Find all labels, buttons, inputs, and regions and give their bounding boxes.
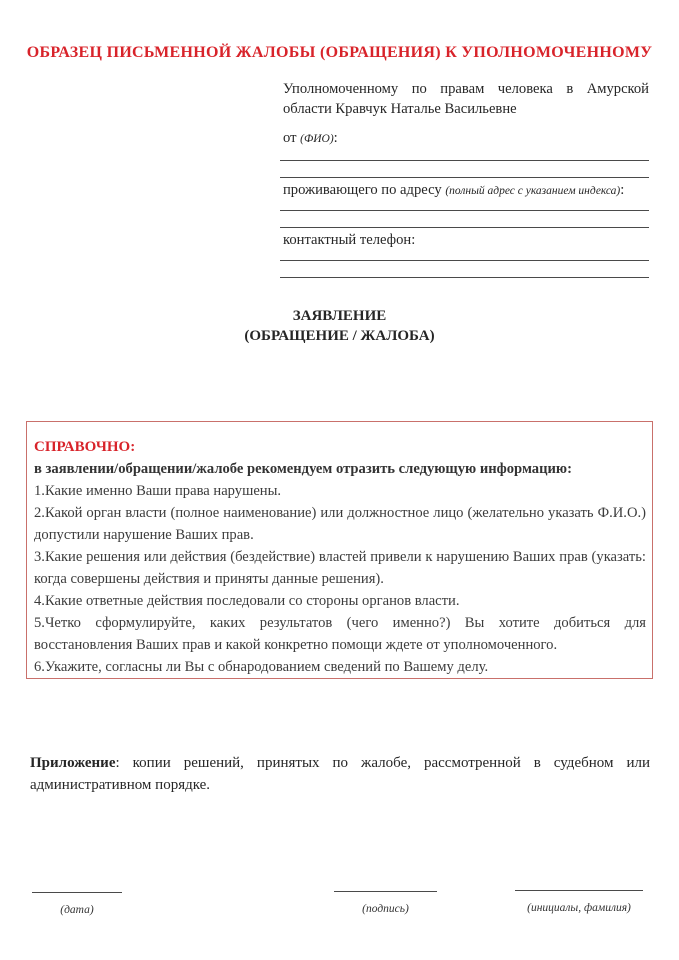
signature-block-initials xyxy=(515,890,643,916)
field-address-hint: (полный адрес с указанием индекса) xyxy=(445,185,621,197)
signature-block-signature xyxy=(334,891,437,917)
statement-heading xyxy=(0,306,679,346)
field-address-colon: : xyxy=(620,182,625,198)
signature-caption-signature: (подпись) xyxy=(362,903,409,915)
signature-block-date xyxy=(32,892,122,918)
addressee-block: Уполномоченному по правам человека в Амурской области Кравчук Наталье Васильевне xyxy=(283,81,649,117)
reference-box-intro: в заявлении/обращении/жалобе рекомендуем отразить следующую информацию: xyxy=(34,461,572,477)
blank-line-address-1 xyxy=(280,210,649,211)
reference-item-3: 3.Какие решения или действия (бездействие) властей привели к нарушению Ваших прав (указать: когда совершены действия и приняты данные решения). xyxy=(34,549,646,587)
blank-line-phone-1 xyxy=(280,260,649,261)
field-address-text: проживающего по адресу xyxy=(283,182,446,198)
signature-caption-initials: (инициалы, фамилия) xyxy=(527,902,631,914)
attachment-text: : копии решений, принятых по жалобе, рассмотренной в судебном или административном порядке. xyxy=(30,755,650,793)
attachment-paragraph xyxy=(30,752,650,796)
form-fields-area xyxy=(283,130,649,290)
document-title: ОБРАЗЕЦ ПИСЬМЕННОЙ ЖАЛОБЫ (ОБРАЩЕНИЯ) К УПОЛНОМОЧЕННОМУ xyxy=(26,44,653,61)
statement-heading-line1: ЗАЯВЛЕНИЕ xyxy=(292,308,387,324)
field-from-hint: (ФИО) xyxy=(300,133,334,145)
field-phone-label xyxy=(283,232,649,249)
field-phone-text: контактный телефон: xyxy=(283,232,416,248)
reference-item-4: 4.Какие ответные действия последовали со стороны органов власти. xyxy=(34,593,460,609)
blank-line-address-2 xyxy=(280,227,649,228)
field-from-label xyxy=(283,130,649,147)
reference-item-6: 6.Укажите, согласны ли Вы с обнародованием сведений по Вашему делу. xyxy=(34,659,489,675)
reference-item-2: 2.Какой орган власти (полное наименование) или должностное лицо (желательно указать Ф.И.О.) допустили нарушение Ваших прав. xyxy=(34,505,646,543)
field-from-colon: : xyxy=(333,130,338,146)
statement-heading-line2: (ОБРАЩЕНИЕ / ЖАЛОБА) xyxy=(244,328,435,344)
field-from-text: от xyxy=(283,130,301,146)
attachment-label: Приложение xyxy=(30,755,116,771)
signature-caption-date: (дата) xyxy=(60,904,94,916)
reference-box-heading: СПРАВОЧНО: xyxy=(34,439,136,455)
field-address-label xyxy=(283,182,649,199)
blank-line-fio-1 xyxy=(280,160,649,161)
blank-line-phone-2 xyxy=(280,277,649,278)
reference-item-1: 1.Какие именно Ваши права нарушены. xyxy=(34,483,282,499)
reference-info-box xyxy=(26,421,653,679)
blank-line-fio-2 xyxy=(280,177,649,178)
reference-item-5: 5.Четко сформулируйте, каких результатов (чего именно?) Вы хотите добиться для восстановления Ваших прав и какой конкретно помощи ждете от уполномоченного. xyxy=(34,615,646,653)
